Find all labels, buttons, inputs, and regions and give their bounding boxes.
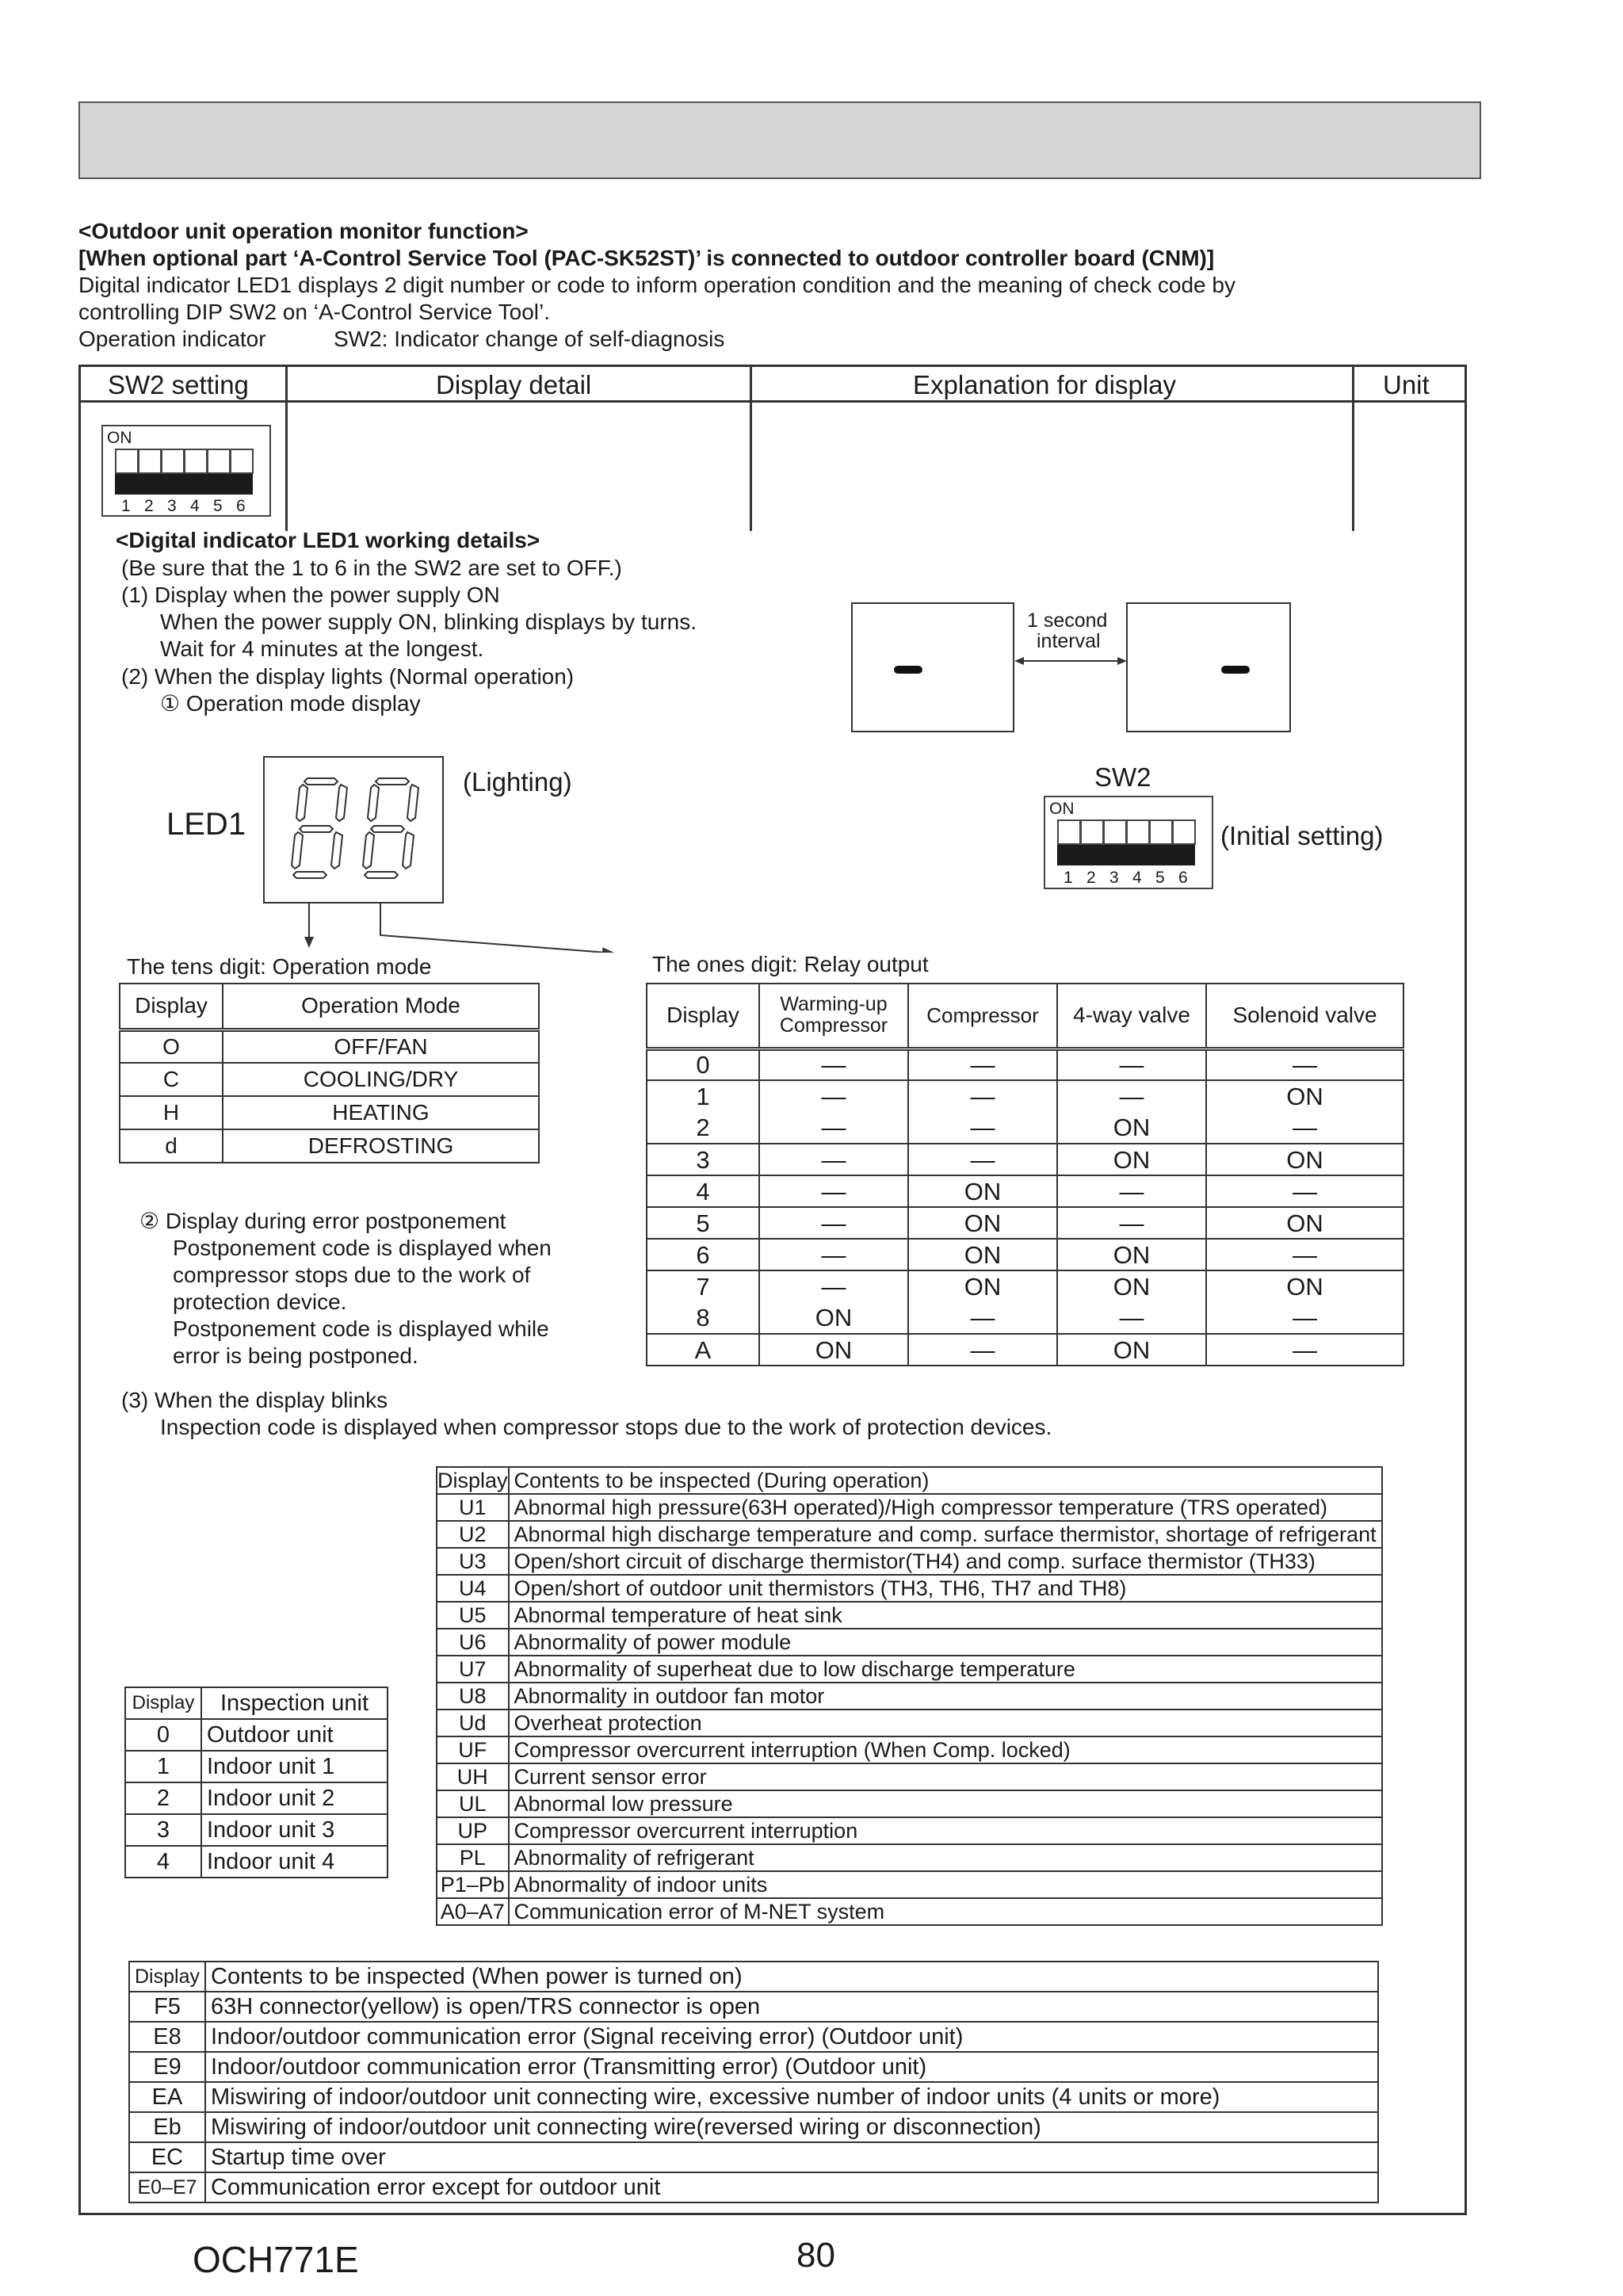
cell: Abnormality in outdoor fan motor <box>509 1683 1382 1710</box>
details-line: (Be sure that the 1 to 6 in the SW2 are set to OFF.) <box>121 556 622 580</box>
details-line: (2) When the display lights (Normal operation) <box>121 664 575 689</box>
table-row <box>437 1548 1382 1575</box>
cell: Indoor/outdoor communication error (Signal receiving error) (Outdoor unit) <box>205 2022 1378 2052</box>
dip-toggle <box>1103 819 1127 845</box>
header-cell: Display <box>125 1687 201 1719</box>
dip-num: 4 <box>1132 869 1142 887</box>
cell: 1 <box>647 1080 759 1112</box>
cell: 0 <box>125 1719 201 1751</box>
cell: — <box>908 1112 1057 1144</box>
cell: ON <box>1057 1334 1206 1366</box>
dip-num: 1 <box>121 497 131 515</box>
led1-display <box>263 756 444 904</box>
col-unit: Unit <box>1383 370 1430 399</box>
cell: — <box>1057 1302 1206 1334</box>
cell: EC <box>129 2142 205 2172</box>
cell: Startup time over <box>205 2142 1378 2172</box>
cell: Ud <box>437 1710 509 1736</box>
cell: Abnormal temperature of heat sink <box>509 1602 1382 1629</box>
cell: A <box>647 1334 759 1366</box>
cell: E9 <box>129 2052 205 2082</box>
details-line: ① Operation mode display <box>160 691 421 716</box>
table-row <box>437 1629 1382 1656</box>
cell: ON <box>1206 1270 1403 1302</box>
cell: UP <box>437 1817 509 1844</box>
cell: Indoor unit 3 <box>201 1814 388 1846</box>
cell: C <box>120 1063 223 1096</box>
cell: — <box>759 1175 908 1207</box>
dip-toggle <box>161 449 185 474</box>
table-row <box>647 1302 1403 1334</box>
cell: U2 <box>437 1521 509 1548</box>
column-divider <box>285 365 288 531</box>
cell: U3 <box>437 1548 509 1575</box>
cell: ON <box>759 1334 908 1366</box>
table-row <box>437 1763 1382 1790</box>
cell: — <box>908 1080 1057 1112</box>
table-row <box>129 2052 1378 2082</box>
table-row <box>125 1814 388 1846</box>
header-cell: Inspection unit <box>201 1687 388 1719</box>
table-row <box>437 1844 1382 1871</box>
cell: UH <box>437 1763 509 1790</box>
table-row <box>125 1719 388 1751</box>
cell: — <box>1057 1175 1206 1207</box>
col-sw2-setting: SW2 setting <box>108 370 249 399</box>
cell: — <box>759 1144 908 1175</box>
model-number: OCH771E <box>193 2239 359 2280</box>
digit-arrows <box>293 904 618 953</box>
cell: Communication error except for outdoor unit <box>205 2172 1378 2202</box>
dip-num: 2 <box>144 497 154 515</box>
cell: O <box>120 1030 223 1063</box>
cell: 4 <box>125 1846 201 1878</box>
dip-num: 2 <box>1086 869 1096 887</box>
cell: E8 <box>129 2022 205 2052</box>
cell: P1–Pb <box>437 1871 509 1898</box>
inspection-code-table <box>436 1466 1383 1926</box>
cell: H <box>120 1096 223 1129</box>
cell: ON <box>908 1207 1057 1239</box>
cell: 3 <box>125 1814 201 1846</box>
blink-display-2 <box>1126 602 1291 732</box>
initial-setting-label: (Initial setting) <box>1220 821 1384 850</box>
cell: — <box>759 1207 908 1239</box>
cell: Abnormality of power module <box>509 1629 1382 1656</box>
header-cell: Display <box>120 984 223 1030</box>
dip-toggle <box>1126 819 1150 845</box>
header-cell: Solenoid valve <box>1206 984 1403 1049</box>
cell: — <box>759 1049 908 1080</box>
table-row <box>125 1846 388 1878</box>
col-display-detail: Display detail <box>436 370 592 399</box>
sw2-note: SW2: Indicator change of self-diagnosis <box>334 327 725 351</box>
cell: ON <box>908 1239 1057 1270</box>
dip-num: 5 <box>213 497 223 515</box>
operation-mode-table <box>119 983 540 1163</box>
cell: 63H connector(yellow) is open/TRS connector is open <box>205 1992 1378 2022</box>
col-explanation: Explanation for display <box>913 370 1177 399</box>
cell: UL <box>437 1790 509 1817</box>
table-row <box>437 1790 1382 1817</box>
header-cell: Contents to be inspected (When power is turned on) <box>205 1962 1378 1992</box>
cell: U4 <box>437 1575 509 1602</box>
table-row <box>129 2172 1378 2202</box>
cell: — <box>1206 1334 1403 1366</box>
cell: Indoor unit 2 <box>201 1782 388 1814</box>
cell: 6 <box>647 1239 759 1270</box>
blink-line: (3) When the display blinks <box>121 1388 388 1412</box>
header-bar <box>78 101 1481 179</box>
lighting-label: (Lighting) <box>463 767 572 797</box>
header-cell: 4-way valve <box>1057 984 1206 1049</box>
cell: Compressor overcurrent interruption <box>509 1817 1382 1844</box>
postponement-line: Postponement code is displayed while <box>173 1316 549 1341</box>
cell: 0 <box>647 1049 759 1080</box>
dip-toggle <box>115 449 139 474</box>
table-row <box>647 1080 1403 1112</box>
cell: — <box>1057 1049 1206 1080</box>
dip-toggle <box>184 449 208 474</box>
header-line: Warming-up <box>780 992 888 1015</box>
cell: 8 <box>647 1302 759 1334</box>
cell: — <box>759 1239 908 1270</box>
table-row <box>437 1521 1382 1548</box>
dip-toggle <box>1057 819 1081 845</box>
table-row <box>647 1334 1403 1366</box>
dip-on-label: ON <box>107 429 132 447</box>
ones-caption: The ones digit: Relay output <box>652 952 929 976</box>
header-line: Compressor <box>779 1014 888 1037</box>
column-divider <box>750 365 752 531</box>
description-line: controlling DIP SW2 on ‘A-Control Service Tool’. <box>78 300 550 324</box>
cell: UF <box>437 1736 509 1763</box>
relay-output-table <box>646 983 1404 1366</box>
cell: 2 <box>125 1782 201 1814</box>
cell: ON <box>908 1270 1057 1302</box>
cell: U7 <box>437 1656 509 1683</box>
cell: Indoor/outdoor communication error (Transmitting error) (Outdoor unit) <box>205 2052 1378 2082</box>
cell: 2 <box>647 1112 759 1144</box>
table-row <box>120 1063 539 1096</box>
cell: — <box>908 1334 1057 1366</box>
cell: Indoor unit 1 <box>201 1751 388 1782</box>
blink-display-1 <box>851 602 1014 732</box>
table-row <box>125 1751 388 1782</box>
cell: ON <box>1057 1270 1206 1302</box>
table-row <box>120 1096 539 1129</box>
description-line: Digital indicator LED1 displays 2 digit number or code to inform operation condition and the meaning of check code by <box>78 273 1235 297</box>
cell: Current sensor error <box>509 1763 1382 1790</box>
table-row <box>437 1656 1382 1683</box>
table-row <box>647 1144 1403 1175</box>
table-row <box>120 1129 539 1163</box>
cell: Open/short circuit of discharge thermistor(TH4) and comp. surface thermistor (TH33) <box>509 1548 1382 1575</box>
cell: — <box>759 1112 908 1144</box>
details-line: (1) Display when the power supply ON <box>121 583 500 607</box>
cell: — <box>1057 1207 1206 1239</box>
table-row <box>129 2112 1378 2142</box>
cell: Abnormality of refrigerant <box>509 1844 1382 1871</box>
header-cell: Operation Mode <box>223 984 539 1030</box>
dip-off-band <box>115 474 253 495</box>
cell: DEFROSTING <box>223 1129 539 1163</box>
cell: Abnormal high discharge temperature and comp. surface thermistor, shortage of refrigerant <box>509 1521 1382 1548</box>
cell: ON <box>1206 1080 1403 1112</box>
dip-toggle <box>1149 819 1173 845</box>
dip-off-band <box>1057 845 1195 865</box>
table-row <box>437 1494 1382 1521</box>
table-row <box>129 2082 1378 2112</box>
cell: — <box>1206 1049 1403 1080</box>
cell: 4 <box>647 1175 759 1207</box>
cell: Miswiring of indoor/outdoor unit connecting wire, excessive number of indoor units (4 units or more) <box>205 2082 1378 2112</box>
cell: HEATING <box>223 1096 539 1129</box>
table-row <box>647 1112 1403 1144</box>
cell: d <box>120 1129 223 1163</box>
cell: Outdoor unit <box>201 1719 388 1751</box>
table-row <box>437 1710 1382 1736</box>
cell: U5 <box>437 1602 509 1629</box>
dash-symbol <box>1221 666 1250 674</box>
table-row <box>129 2142 1378 2172</box>
cell: OFF/FAN <box>223 1030 539 1063</box>
cell: — <box>908 1144 1057 1175</box>
cell: U6 <box>437 1629 509 1656</box>
interval-label: 1 second <box>1027 609 1108 632</box>
cell: ON <box>1057 1112 1206 1144</box>
cell: — <box>1057 1080 1206 1112</box>
header-cell: Compressor <box>908 984 1057 1049</box>
cell: ON <box>1057 1144 1206 1175</box>
cell: Abnormal high pressure(63H operated)/High compressor temperature (TRS operated) <box>509 1494 1382 1521</box>
cell: 3 <box>647 1144 759 1175</box>
dip-switch <box>101 425 271 517</box>
table-row <box>120 1030 539 1063</box>
cell: COOLING/DRY <box>223 1063 539 1096</box>
cell: EA <box>129 2082 205 2112</box>
sw2-dip-switch <box>1044 796 1213 889</box>
cell: — <box>1206 1112 1403 1144</box>
header-cell: Display <box>437 1467 509 1494</box>
table-row <box>647 1175 1403 1207</box>
table-row <box>437 1898 1382 1925</box>
dip-on-label: ON <box>1049 800 1075 818</box>
cell: — <box>759 1080 908 1112</box>
cell: ON <box>759 1302 908 1334</box>
cell: E0–E7 <box>129 2172 205 2202</box>
cell: — <box>1206 1239 1403 1270</box>
cell: — <box>1206 1175 1403 1207</box>
inspection-unit-table <box>124 1687 388 1878</box>
cell: ON <box>908 1175 1057 1207</box>
dip-num: 6 <box>236 497 246 515</box>
cell: Abnormality of indoor units <box>509 1871 1382 1898</box>
table-row <box>437 1736 1382 1763</box>
dip-toggle <box>230 449 254 474</box>
sw2-label: SW2 <box>1094 762 1151 792</box>
postponement-line: error is being postponed. <box>173 1343 418 1368</box>
cell: Open/short of outdoor unit thermistors (TH3, TH6, TH7 and TH8) <box>509 1575 1382 1602</box>
cell: U1 <box>437 1494 509 1521</box>
cell: 7 <box>647 1270 759 1302</box>
blink-line: Inspection code is displayed when compressor stops due to the work of protection devices. <box>160 1415 1052 1439</box>
table-row <box>647 1049 1403 1080</box>
cell: 5 <box>647 1207 759 1239</box>
details-line: When the power supply ON, blinking displays by turns. <box>160 609 697 634</box>
table-row <box>129 2022 1378 2052</box>
table-header <box>125 1687 388 1719</box>
header-cell: Display <box>647 984 759 1049</box>
power-on-inspection-table <box>128 1961 1379 2203</box>
section-subheading: [When optional part ‘A-Control Service Tool (PAC-SK52ST)’ is connected to outdoor controller board (CNM)] <box>78 246 1215 270</box>
cell: 1 <box>125 1751 201 1782</box>
page-number: 80 <box>796 2236 835 2275</box>
dip-num: 3 <box>167 497 177 515</box>
cell: — <box>1206 1302 1403 1334</box>
table-row <box>647 1207 1403 1239</box>
header-cell <box>759 984 908 1049</box>
postponement-line: ② Display during error postponement <box>139 1209 506 1233</box>
postponement-line: protection device. <box>173 1289 347 1314</box>
interval-arrow <box>1014 655 1127 667</box>
dip-num: 5 <box>1155 869 1165 887</box>
table-row <box>125 1782 388 1814</box>
table-row <box>437 1817 1382 1844</box>
cell: Eb <box>129 2112 205 2142</box>
cell: Overheat protection <box>509 1710 1382 1736</box>
dip-toggle <box>1080 819 1104 845</box>
cell: A0–A7 <box>437 1898 509 1925</box>
cell: Abnormality of superheat due to low discharge temperature <box>509 1656 1382 1683</box>
table-row <box>437 1871 1382 1898</box>
cell: PL <box>437 1844 509 1871</box>
header-cell: Contents to be inspected (During operation) <box>509 1467 1382 1494</box>
cell: U8 <box>437 1683 509 1710</box>
postponement-line: compressor stops due to the work of <box>173 1263 531 1287</box>
table-header <box>129 1962 1378 1992</box>
cell: F5 <box>129 1992 205 2022</box>
dip-toggle <box>138 449 162 474</box>
dip-toggle <box>207 449 231 474</box>
dip-num: 1 <box>1064 869 1073 887</box>
table-row <box>129 1992 1378 2022</box>
header-cell: Display <box>129 1962 205 1992</box>
operation-indicator-label: Operation indicator <box>78 327 266 351</box>
table-row <box>437 1683 1382 1710</box>
tens-caption: The tens digit: Operation mode <box>127 954 432 979</box>
cell: — <box>908 1302 1057 1334</box>
cell: Indoor unit 4 <box>201 1846 388 1878</box>
table-row <box>647 1239 1403 1270</box>
dash-symbol <box>894 666 922 674</box>
postponement-line: Postponement code is displayed when <box>173 1236 552 1260</box>
dip-num: 4 <box>190 497 200 515</box>
led1-label: LED1 <box>166 807 246 842</box>
cell: — <box>908 1049 1057 1080</box>
details-heading: <Digital indicator LED1 working details> <box>116 528 540 552</box>
dip-num: 3 <box>1109 869 1119 887</box>
table-header <box>437 1467 1382 1494</box>
seven-segment-icon <box>265 758 442 902</box>
interval-label: interval <box>1037 630 1101 652</box>
cell: ON <box>1206 1144 1403 1175</box>
cell: Abnormal low pressure <box>509 1790 1382 1817</box>
cell: Communication error of M-NET system <box>509 1898 1382 1925</box>
cell: Miswiring of indoor/outdoor unit connecting wire(reversed wiring or disconnection) <box>205 2112 1378 2142</box>
table-row <box>437 1602 1382 1629</box>
dip-num: 6 <box>1178 869 1188 887</box>
cell: — <box>759 1270 908 1302</box>
dip-toggle <box>1172 819 1196 845</box>
cell: ON <box>1206 1207 1403 1239</box>
details-line: Wait for 4 minutes at the longest. <box>160 636 484 661</box>
column-divider <box>1352 365 1354 531</box>
table-row <box>647 1270 1403 1302</box>
cell: Compressor overcurrent interruption (When Comp. locked) <box>509 1736 1382 1763</box>
section-heading: <Outdoor unit operation monitor function> <box>78 219 529 243</box>
table-row <box>437 1575 1382 1602</box>
cell: ON <box>1057 1239 1206 1270</box>
